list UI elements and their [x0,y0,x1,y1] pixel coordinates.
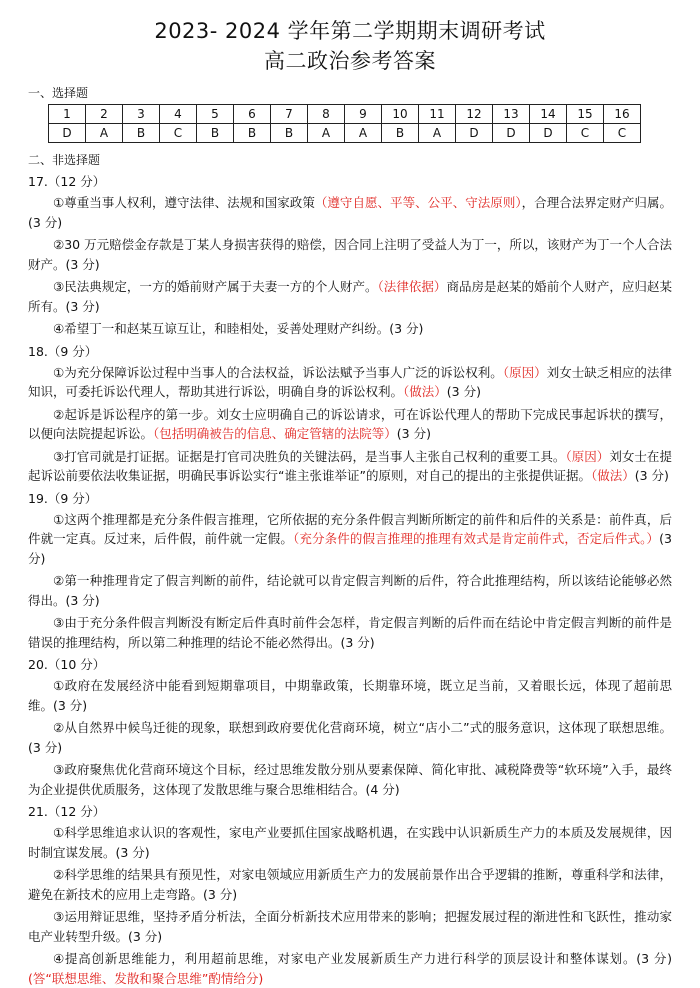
answer-letter-cell: C [567,124,604,143]
q18-point-2 [28,405,672,444]
answer-letter-cell: B [382,124,419,143]
question-number-cell: 9 [345,105,382,124]
question-number-cell: 13 [493,105,530,124]
answer-letter-cell: D [456,124,493,143]
question-number-cell: 11 [419,105,456,124]
q18-point-1-text: ①为充分保障诉讼过程中当事人的合法权益，诉讼法赋予当事人广泛的诉讼权利。 [53,364,503,380]
q21-point-2: ②科学思维的结果具有预见性，对家电领域应用新质生产力的发展前景作出合乎逻辑的推断，尊重科学和法律，避免在新技术的应用上走弯路。(3 分) [28,867,672,902]
q18-point-1-score: (3 分) [446,384,481,399]
answer-letter-cell: D [493,124,530,143]
q19-point-1-note: （充分条件的假言推理的推理有效式是肯定前件式，否定后件式。） [293,531,660,546]
q21-point-3: ③运用辩证思维，坚持矛盾分析法，全面分析新技术应用带来的影响；把握发展过程的渐进性和飞跃性，推动家电产业转型升级。(3 分) [28,909,672,944]
answer-title: 高二政治参考答案 [264,49,436,73]
answer-letter-cell: A [308,124,345,143]
q18-point-1-method-note: （做法） [403,384,447,399]
question-number-cell: 8 [308,105,345,124]
answer-letter-cell: A [419,124,456,143]
q17-point-3-text: ③民法典规定，一方的婚前财产属于夫妻一方的个人财产。 [53,279,378,294]
q21-point-4 [28,949,672,988]
q18-point-3 [28,447,672,486]
answer-letter-cell: A [86,124,123,143]
q18-point-2-score: (3 分) [396,426,431,441]
q18-point-1-reason-note: （原因） [502,364,547,380]
question-18-heading: 18.（9 分） [28,343,98,359]
q18-point-3-reason-note: （原因） [565,448,610,464]
question-number-cell: 6 [234,105,271,124]
q20-point-1: ①政府在发展经济中能看到短期靠项目，中期靠政策，长期靠环境，既立足当前，又着眼长远，体现了超前思维。(3 分) [28,678,672,713]
answer-letter-cell: D [530,124,567,143]
answer-letter-cell: A [345,124,382,143]
section-multiple-choice-heading: 一、选择题 [28,86,89,100]
question-number-cell: 3 [123,105,160,124]
q17-point-1 [28,193,672,232]
answer-letter-cell: B [271,124,308,143]
question-number-cell: 16 [604,105,641,124]
question-number-cell: 4 [160,105,197,124]
answer-letter-cell: B [197,124,234,143]
q20-point-3: ③政府聚焦优化营商环境这个目标，经过思维发散分别从要素保障、简化审批、减税降费等“软环境”入手，最终为企业提供优质服务，这体现了发散思维与聚合思维相结合。(4 分) [28,762,672,797]
q19-point-1 [28,510,672,569]
q21-point-4-note: (答“联想思维、发散和聚合思维”酌情给分) [28,970,264,986]
q17-point-3-note: （法律依据） [377,279,447,294]
q17-point-1-tail: ，合理合法界定财产归属。(3 分) [28,195,672,230]
question-number-cell: 1 [49,105,86,124]
q19-point-2: ②第一种推理肯定了假言判断的前件，结论就可以肯定假言判断的后件，符合此推理结构，所以该结论能够必然得出。(3 分) [28,573,672,608]
exam-title: 2023- 2024 学年第二学期期末调研考试 [154,19,546,43]
question-21-heading: 21.（12 分） [28,804,106,819]
q17-point-2: ②30 万元赔偿金存款是丁某人身损害获得的赔偿，因合同上注明了受益人为丁一，所以，该财产为丁一个人合法财产。(3 分) [28,237,672,272]
answer-letter-cell: C [604,124,641,143]
q21-point-4-text: ④提高创新思维能力，利用超前思维，对家电产业发展新质生产力进行科学的顶层设计和整体谋划。(3 分) [53,951,672,966]
question-number-cell: 5 [197,105,234,124]
answer-letter-row [49,124,641,143]
answer-letter-cell: B [123,124,160,143]
question-number-row [49,105,641,124]
q17-point-3-tail: 商品房是赵某的婚前个人财产，应归赵某所有。(3 分) [28,279,672,314]
answer-letter-cell: B [234,124,271,143]
q18-point-3-method-note: （做法） [590,468,635,483]
question-number-cell: 15 [567,105,604,124]
section-open-questions-heading: 二、非选择题 [28,153,101,167]
q20-point-2: ②从自然界中候鸟迁徙的现象，联想到政府要优化营商环境，树立“店小二”式的服务意识，这体现了联想思维。(3 分) [28,720,672,755]
q18-point-3-text: ③打官司就是打证据。证据是打官司决胜负的关键法码，是当事人主张自己权利的重要工具。 [53,448,566,464]
question-20-heading: 20.（10 分） [28,657,106,672]
q18-point-1-text-b: 刘女士缺乏相应的法律知识，可委托诉讼代理人，帮助其进行诉讼，明确自身的诉讼权利。 [28,364,672,399]
answer-letter-cell: D [49,124,86,143]
question-17-heading: 17.（12 分） [28,174,106,189]
q21-point-1: ①科学思维追求认识的客观性，家电产业要抓住国家战略机遇，在实践中认识新质生产力的本质及发展规律，因时制宜谋发展。(3 分) [28,825,672,860]
multiple-choice-answer-table [48,104,641,143]
question-number-cell: 7 [271,105,308,124]
q18-point-3-text-b: 刘女士在提起诉讼前要依法收集证据，明确民事诉讼实行“谁主张谁举证”的原则，对自己的提出的主张提供证据。 [28,448,672,483]
q17-point-1-note: （遵守自愿、平等、公平、守法原则） [314,195,522,210]
question-number-cell: 2 [86,105,123,124]
q19-point-1-text: ①这两个推理都是充分条件假言推理，它所依据的充分条件假言判断所断定的前件和后件的关系是：前件真，后件就一定真。反过来，后件假，前件就一定假。 [28,511,672,546]
question-number-cell: 10 [382,105,419,124]
answer-letter-cell: C [160,124,197,143]
q17-point-4: ④希望丁一和赵某互谅互让，和睦相处，妥善处理财产纠纷。(3 分) [53,321,424,336]
q18-point-2-text: ②起诉是诉讼程序的第一步。刘女士应明确自己的诉讼请求，可在诉讼代理人的帮助下完成民事起诉状的撰写，以便向法院提起诉讼。 [28,406,672,441]
q19-point-1-score: (3 分) [28,531,672,566]
question-number-cell: 14 [530,105,567,124]
question-number-cell: 12 [456,105,493,124]
q19-point-3: ③由于充分条件假言判断没有断定后件真时前件会怎样，肯定假言判断的后件而在结论中肯定假言判断的前件是错误的推理结构，所以第二种推理的结论不能必然得出。(3 分) [28,615,672,650]
q18-point-1 [28,363,672,402]
q17-point-3 [28,277,672,316]
q18-point-3-score: (3 分) [634,468,669,483]
q18-point-2-note: （包括明确被告的信息、确定管辖的法院等） [153,426,397,441]
q17-point-1-text: ①尊重当事人权利，遵守法律、法规和国家政策 [53,195,315,210]
question-19-heading: 19.（9 分） [28,490,98,506]
